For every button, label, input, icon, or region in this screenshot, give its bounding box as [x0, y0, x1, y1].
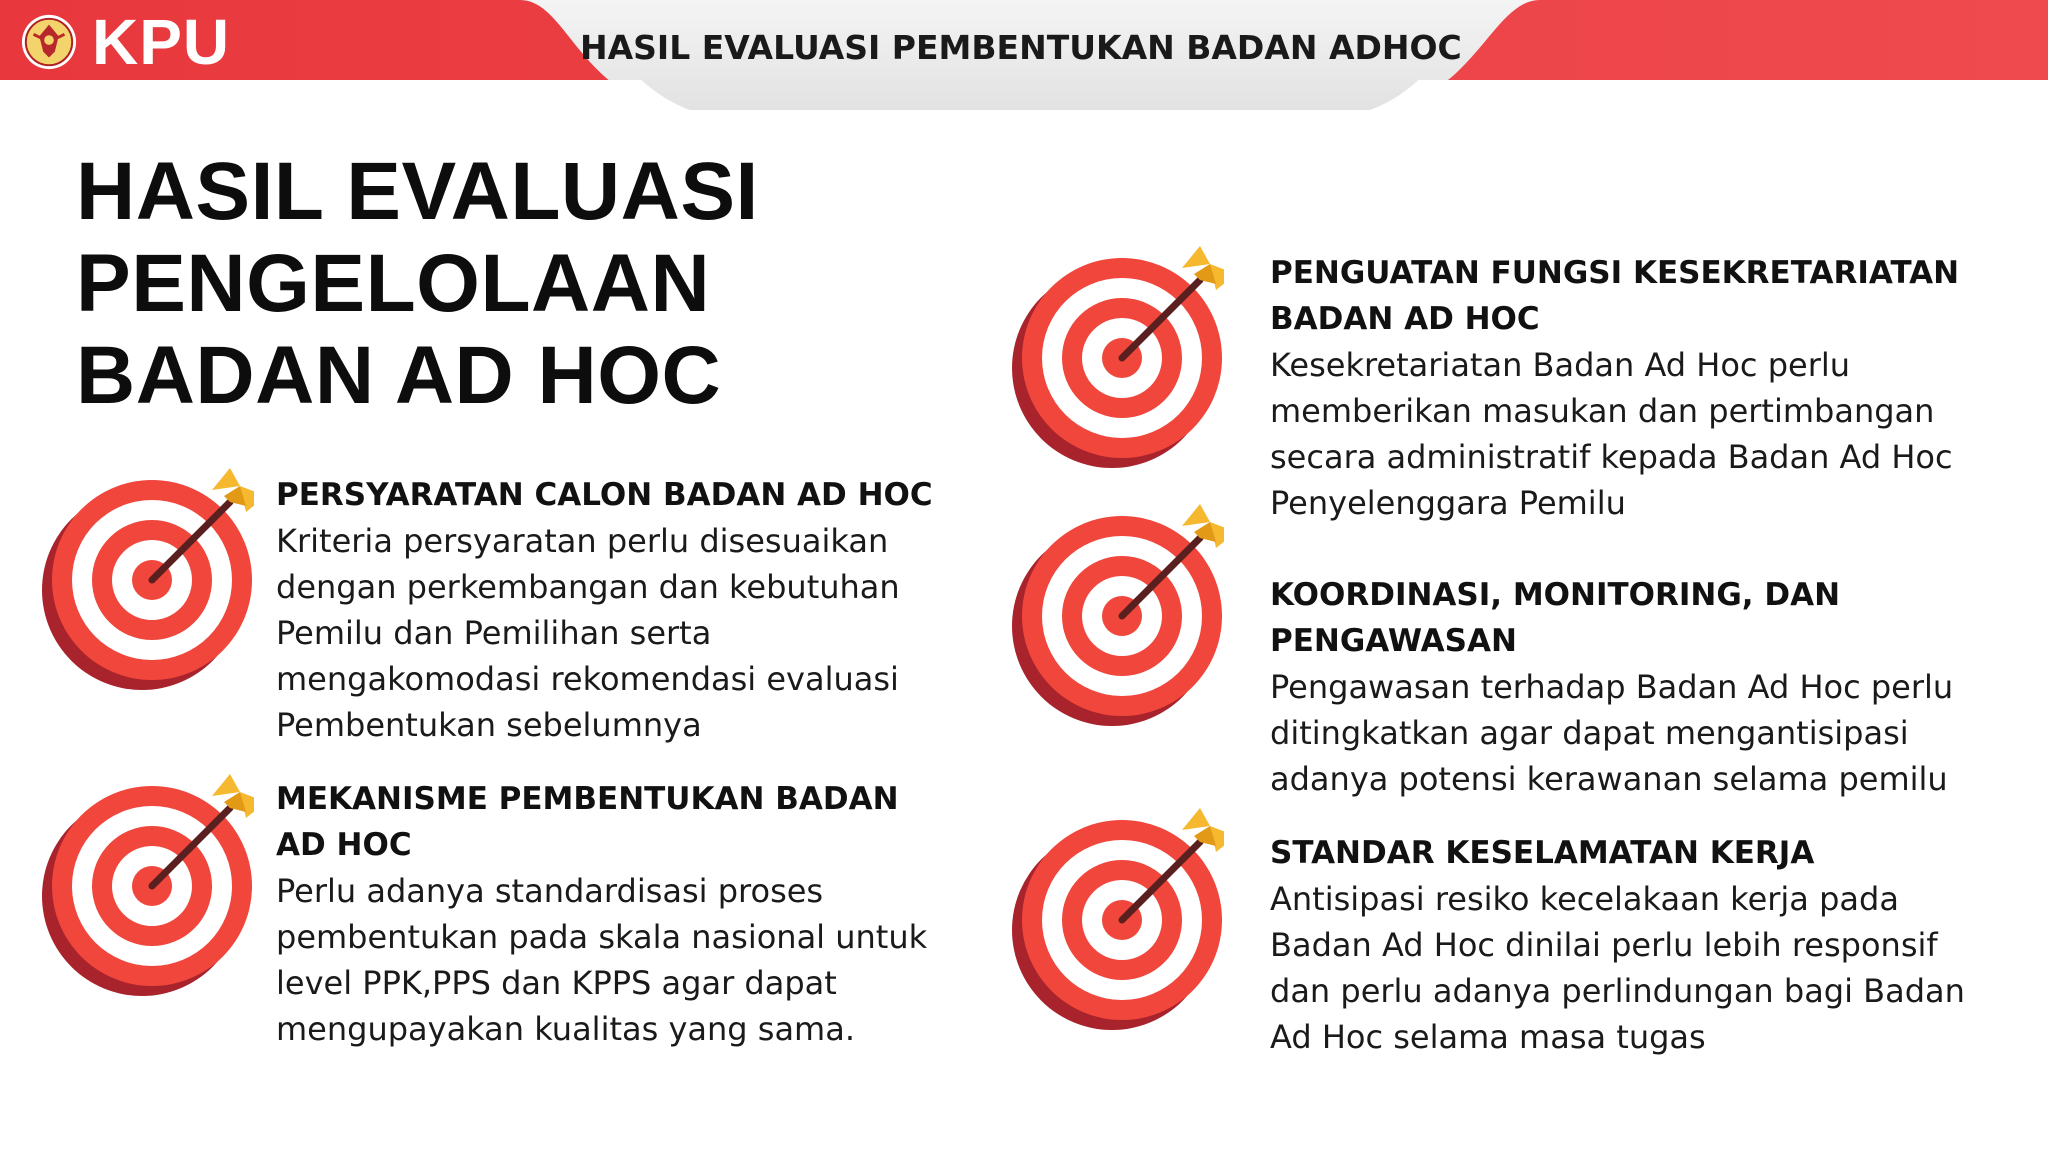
item-body-line: level PPK,PPS dan KPPS agar dapat: [276, 964, 837, 1002]
evaluation-item-text: [1270, 250, 1990, 526]
item-body-line: Antisipasi resiko kecelakaan kerja pada: [1270, 880, 1899, 918]
item-heading-line: KOORDINASI, MONITORING, DAN: [1270, 577, 1841, 613]
item-heading-line: PENGUATAN FUNGSI KESEKRETARIATAN: [1270, 255, 1960, 291]
item-body-line: dengan perkembangan dan kebutuhan: [276, 568, 900, 606]
item-body-line: dan perlu adanya perlindungan bagi Badan: [1270, 972, 1965, 1010]
item-body-line: Kriteria persyaratan perlu disesuaikan: [276, 522, 889, 560]
item-heading: PERSYARATAN CALON BADAN AD HOC: [276, 477, 933, 513]
item-body-line: secara administratif kepada Badan Ad Hoc: [1270, 438, 1953, 476]
item-body: [1270, 876, 1990, 1060]
item-body-line: Pengawasan terhadap Badan Ad Hoc perlu: [1270, 668, 1954, 706]
item-body: [276, 518, 976, 748]
item-body: [1270, 664, 1990, 802]
target-with-arrow-icon: [34, 460, 254, 700]
item-heading: [276, 776, 976, 868]
item-heading-line: BADAN AD HOC: [1270, 301, 1540, 337]
evaluation-item-text: [1270, 572, 1990, 802]
kpu-logo-text: KPU: [92, 6, 231, 78]
item-heading-line: MEKANISME PEMBENTUKAN BADAN: [276, 781, 899, 817]
item-body-line: ditingkatkan agar dapat mengantisipasi: [1270, 714, 1909, 752]
item-heading: [1270, 572, 1990, 664]
evaluation-item-text: [1270, 830, 1990, 1060]
page-title: [76, 146, 759, 422]
page-title-line: BADAN AD HOC: [76, 330, 722, 421]
target-with-arrow-icon: [1004, 496, 1224, 736]
item-body-line: adanya potensi kerawanan selama pemilu: [1270, 760, 1948, 798]
evaluation-item-text: [276, 472, 976, 748]
page-title-line: HASIL EVALUASI: [76, 146, 759, 237]
kpu-logo[interactable]: [20, 6, 231, 78]
item-body-line: Badan Ad Hoc dinilai perlu lebih responsif: [1270, 926, 1938, 964]
item-body-line: pembentukan pada skala nasional untuk: [276, 918, 928, 956]
item-heading-line: AD HOC: [276, 827, 412, 863]
kpu-emblem-icon: [20, 13, 78, 71]
target-with-arrow-icon: [34, 766, 254, 1006]
item-body-line: Pembentukan sebelumnya: [276, 706, 702, 744]
item-body-line: Perlu adanya standardisasi proses: [276, 872, 824, 910]
item-body-line: Ad Hoc selama masa tugas: [1270, 1018, 1706, 1056]
item-body-line: memberikan masukan dan pertimbangan: [1270, 392, 1935, 430]
item-body-line: mengakomodasi rekomendasi evaluasi: [276, 660, 899, 698]
item-body-line: Penyelenggara Pemilu: [1270, 484, 1626, 522]
item-body: [1270, 342, 1990, 526]
item-heading-line: PENGAWASAN: [1270, 623, 1517, 659]
item-body-line: mengupayakan kualitas yang sama.: [276, 1010, 855, 1048]
page-title-line: PENGELOLAAN: [76, 238, 711, 329]
target-with-arrow-icon: [1004, 238, 1224, 478]
item-body: [276, 868, 976, 1052]
header-bar: [0, 0, 2048, 116]
item-body-line: Pemilu dan Pemilihan serta: [276, 614, 712, 652]
item-heading: STANDAR KESELAMATAN KERJA: [1270, 835, 1815, 871]
header-title: HASIL EVALUASI PEMBENTUKAN BADAN ADHOC: [580, 28, 1462, 67]
item-heading: [1270, 250, 1990, 342]
evaluation-item-text: [276, 776, 976, 1052]
item-body-line: Kesekretariatan Badan Ad Hoc perlu: [1270, 346, 1851, 384]
target-with-arrow-icon: [1004, 800, 1224, 1040]
